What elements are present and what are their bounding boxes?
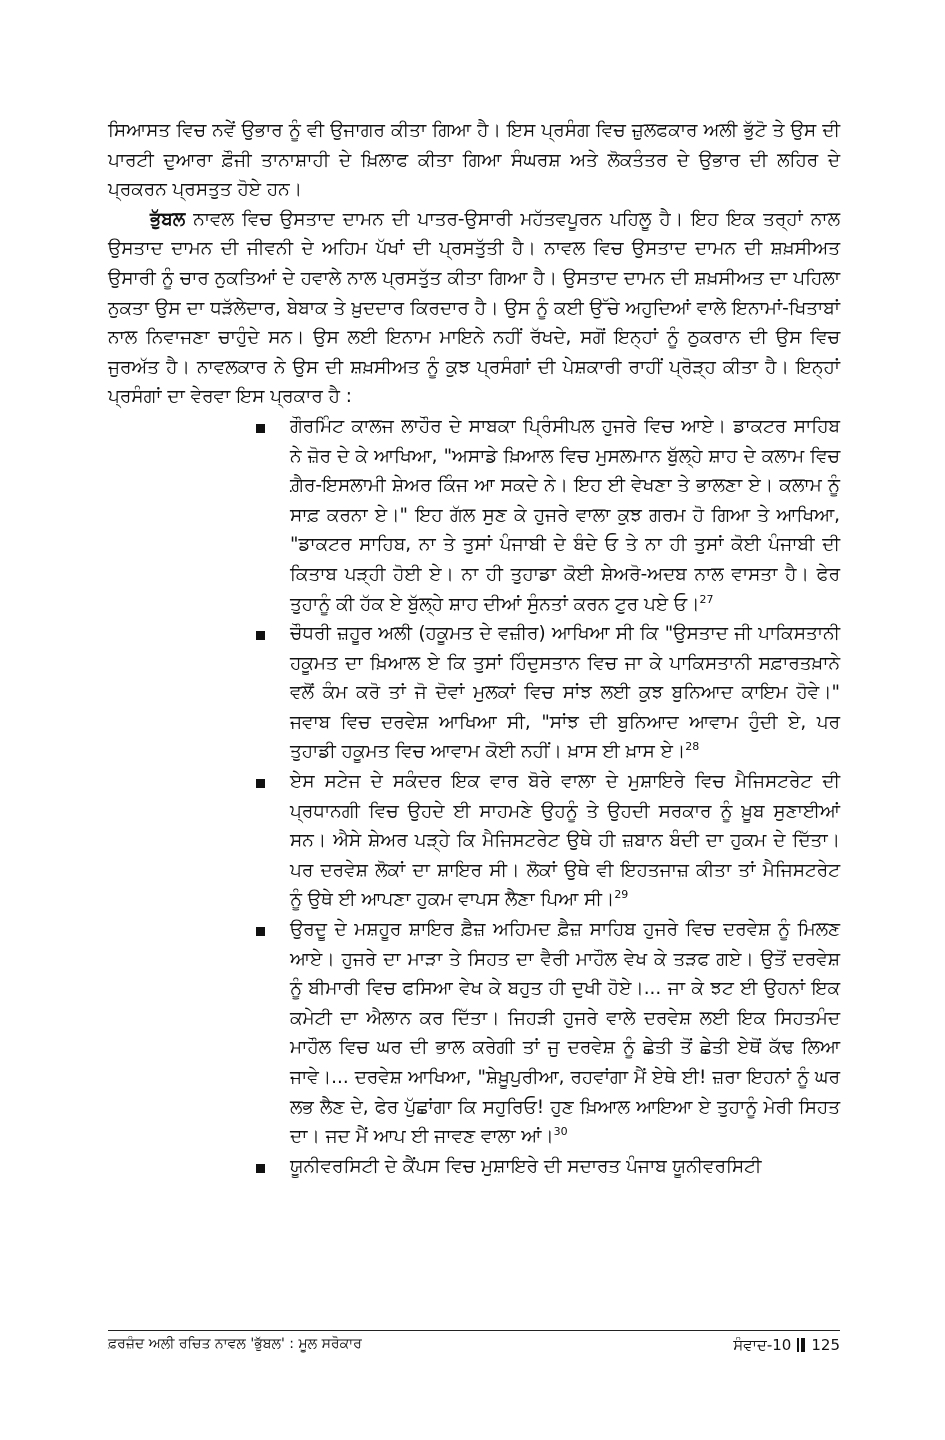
novel-title-bold: ਭੁੱਬਲ [150,208,186,230]
separator-bars-icon [797,1338,805,1352]
journal-name: ਸੰਵਾਦ-10 [733,1336,792,1354]
list-item [256,619,840,767]
page-body [108,116,840,1181]
list-item-text: ਏਸ ਸਟੇਜ ਦੇ ਸਕੰਦਰ ਇਕ ਵਾਰ ਬੋਰੇ ਵਾਲਾ ਦੇ ਮੁਸ਼ਾਇਰੇ ਵਿਚ ਮੈਜਿਸਟਰੇਟ ਦੀ ਪ੍ਰਧਾਨਗੀ ਵਿਚ ਉਹਦੇ ਈ ਸਾਹਮਣੇ ਉਹਨੂੰ ਤੇ ਉਹਦੀ ਸਰਕਾਰ ਨੂੰ ਖ਼ੂਬ ਸੁਣਾਈਆਂ ਸਨ। ਐਸੇ ਸ਼ੇਅਰ ਪੜ੍ਹੇ ਕਿ ਮੈਜਿਸਟਰੇਟ ਉਥੇ ਹੀ ਜ਼ਬਾਨ ਬੰਦੀ ਦਾ ਹੁਕਮ ਦੇ ਦਿੱਤਾ। ਪਰ ਦਰਵੇਸ਼ ਲੋਕਾਂ ਦਾ ਸ਼ਾਇਰ ਸੀ। ਲੋਕਾਂ ਉਥੇ ਵੀ ਇਹਤਜਾਜ਼ ਕੀਤਾ ਤਾਂ ਮੈਜਿਸਟਰੇਟ ਨੂੰ ਉਥੇ ਈ ਆਪਣਾ ਹੁਕਮ ਵਾਪਸ ਲੈਣਾ ਪਿਆ ਸੀ। [290,771,840,911]
list-item-text: ਚੌਧਰੀ ਜ਼ਹੂਰ ਅਲੀ (ਹਕੂਮਤ ਦੇ ਵਜ਼ੀਰ) ਆਖਿਆ ਸੀ ਕਿ "ਉਸਤਾਦ ਜੀ ਪਾਕਿਸਤਾਨੀ ਹਕੂਮਤ ਦਾ ਖ਼ਿਆਲ ਏ ਕਿ ਤੁਸਾਂ ਹਿੰਦੁਸਤਾਨ ਵਿਚ ਜਾ ਕੇ ਪਾਕਿਸਤਾਨੀ ਸਫ਼ਾਰਤਖ਼ਾਨੇ ਵਲੋਂ ਕੰਮ ਕਰੋ ਤਾਂ ਜੋ ਦੋਵਾਂ ਮੁਲਕਾਂ ਵਿਚ ਸਾਂਝ ਲਈ ਕੁਝ ਬੁਨਿਆਦ ਕਾਇਮ ਹੋਵੇ।" ਜਵਾਬ ਵਿਚ ਦਰਵੇਸ਼ ਆਖਿਆ ਸੀ, "ਸਾਂਝ ਦੀ ਬੁਨਿਆਦ ਆਵਾਮ ਹੁੰਦੀ ਏ, ਪਰ ਤੁਹਾਡੀ ਹਕੂਮਤ ਵਿਚ ਆਵਾਮ ਕੋਈ ਨਹੀਂ। ਖ਼ਾਸ ਈ ਖ਼ਾਸ ਏ। [290,623,840,763]
square-bullet-icon [256,1164,265,1173]
footnote-ref: 28 [685,740,700,754]
page-number: 125 [811,1336,840,1354]
square-bullet-icon [256,779,265,788]
footnote-ref: 29 [614,888,629,902]
list-item-text: ਯੂਨੀਵਰਸਿਟੀ ਦੇ ਕੈਂਪਸ ਵਿਚ ਮੁਸ਼ਾਇਰੇ ਦੀ ਸਦਾਰਤ ਪੰਜਾਬ ਯੂਨੀਵਰਸਿਟੀ [290,1155,762,1177]
paragraph-1: ਸਿਆਸਤ ਵਿਚ ਨਵੇਂ ਉਭਾਰ ਨੂੰ ਵੀ ਉਜਾਗਰ ਕੀਤਾ ਗਿਆ ਹੈ। ਇਸ ਪ੍ਰਸੰਗ ਵਿਚ ਜ਼ੁਲਫਕਾਰ ਅਲੀ ਭੁੱਟੋ ਤੇ ਉਸ ਦੀ ਪਾਰਟੀ ਦੁਆਰਾ ਫ਼ੌਜੀ ਤਾਨਾਸ਼ਾਹੀ ਦੇ ਖ਼ਿਲਾਫ ਕੀਤਾ ਗਿਆ ਸੰਘਰਸ਼ ਅਤੇ ਲੋਕਤੰਤਰ ਦੇ ਉਭਾਰ ਦੀ ਲਹਿਰ ਦੇ ਪ੍ਰਕਰਨ ਪ੍ਰਸਤੁਤ ਹੋਏ ਹਨ। [108,120,840,201]
paragraph-2-text: ਨਾਵਲ ਵਿਚ ਉਸਤਾਦ ਦਾਮਨ ਦੀ ਪਾਤਰ-ਉਸਾਰੀ ਮਹੱਤਵਪੂਰਨ ਪਹਿਲੂ ਹੈ। ਇਹ ਇਕ ਤਰ੍ਹਾਂ ਨਾਲ ਉਸਤਾਦ ਦਾਮਨ ਦੀ ਜੀਵਨੀ ਦੇ ਅਹਿਮ ਪੱਖਾਂ ਦੀ ਪ੍ਰਸਤੁੱਤੀ ਹੈ। ਨਾਵਲ ਵਿਚ ਉਸਤਾਦ ਦਾਮਨ ਦੀ ਸ਼ਖ਼ਸੀਅਤ ਉਸਾਰੀ ਨੂੰ ਚਾਰ ਨੁਕਤਿਆਂ ਦੇ ਹਵਾਲੇ ਨਾਲ ਪ੍ਰਸਤੁੱਤ ਕੀਤਾ ਗਿਆ ਹੈ। ਉਸਤਾਦ ਦਾਮਨ ਦੀ ਸ਼ਖ਼ਸੀਅਤ ਦਾ ਪਹਿਲਾ ਨੁਕਤਾ ਉਸ ਦਾ ਧੜੱਲੇਦਾਰ, ਬੇਬਾਕ ਤੇ ਖ਼ੁਦਦਾਰ ਕਿਰਦਾਰ ਹੈ। ਉਸ ਨੂੰ ਕਈ ਉੱਚੇ ਅਹੁਦਿਆਂ ਵਾਲੇ ਇਨਾਮਾਂ-ਖਿਤਾਬਾਂ ਨਾਲ ਨਿਵਾਜਣਾ ਚਾਹੁੰਦੇ ਸਨ। ਉਸ ਲਈ ਇਨਾਮ ਮਾਇਨੇ ਨਹੀਂ ਰੱਖਦੇ, ਸਗੋਂ ਇਨ੍ਹਾਂ ਨੂੰ ਠੁਕਰਾਨ ਦੀ ਉਸ ਵਿਚ ਜੁਰਅੱਤ ਹੈ। ਨਾਵਲਕਾਰ ਨੇ ਉਸ ਦੀ ਸ਼ਖ਼ਸੀਅਤ ਨੂੰ ਕੁਝ ਪ੍ਰਸੰਗਾਂ ਦੀ ਪੇਸ਼ਕਾਰੀ ਰਾਹੀਂ ਪ੍ਰੋੜ੍ਹ ਕੀਤਾ ਹੈ। ਇਨ੍ਹਾਂ ਪ੍ਰਸੰਗਾਂ ਦਾ ਵੇਰਵਾ ਇਸ ਪ੍ਰਕਾਰ ਹੈ : [108,208,840,408]
footnote-ref: 27 [699,592,714,606]
footer-divider [108,1330,840,1331]
list-item [256,767,840,915]
list-item-text: ਗੌਰਮਿੰਟ ਕਾਲਜ ਲਾਹੌਰ ਦੇ ਸਾਬਕਾ ਪ੍ਰਿੰਸੀਪਲ ਹੁਜਰੇ ਵਿਚ ਆਏ। ਡਾਕਟਰ ਸਾਹਿਬ ਨੇ ਜ਼ੋਰ ਦੇ ਕੇ ਆਖਿਆ, "ਅਸਾਡੇ ਖ਼ਿਆਲ ਵਿਚ ਮੁਸਲਮਾਨ ਬੁੱਲ੍ਹੇ ਸ਼ਾਹ ਦੇ ਕਲਾਮ ਵਿਚ ਗ਼ੈਰ-ਇਸਲਾਮੀ ਸ਼ੇਅਰ ਕਿੰਜ ਆ ਸਕਦੇ ਨੇ। ਇਹ ਈ ਵੇਖਣਾ ਤੇ ਭਾਲਣਾ ਏ। ਕਲਾਮ ਨੂੰ ਸਾਫ਼ ਕਰਨਾ ਏ।" ਇਹ ਗੱਲ ਸੁਣ ਕੇ ਹੁਜਰੇ ਵਾਲਾ ਕੁਝ ਗਰਮ ਹੋ ਗਿਆ ਤੇ ਆਖਿਆ, "ਡਾਕਟਰ ਸਾਹਿਬ, ਨਾ ਤੇ ਤੁਸਾਂ ਪੰਜਾਬੀ ਦੇ ਬੰਦੇ ਓ ਤੇ ਨਾ ਹੀ ਤੁਸਾਂ ਕੋਈ ਪੰਜਾਬੀ ਦੀ ਕਿਤਾਬ ਪੜ੍ਹੀ ਹੋਈ ਏ। ਨਾ ਹੀ ਤੁਹਾਡਾ ਕੋਈ ਸ਼ੇਅਰੋ-ਅਦਬ ਨਾਲ ਵਾਸਤਾ ਹੈ। ਫੇਰ ਤੁਹਾਨੂੰ ਕੀ ਹੱਕ ਏ ਬੁੱਲ੍ਹੇ ਸ਼ਾਹ ਦੀਆਂ ਸੁੰਨਤਾਂ ਕਰਨ ਟੁਰ ਪਏ ਓ। [290,415,840,615]
list-item [256,915,840,1152]
footnote-ref: 30 [553,1125,568,1139]
list-item [256,412,840,619]
bullet-list [108,412,840,1181]
square-bullet-icon [256,424,265,433]
square-bullet-icon [256,927,265,936]
paragraph-2 [108,205,840,412]
list-item [256,1152,840,1182]
list-item-text: ਉਰਦੂ ਦੇ ਮਸ਼ਹੂਰ ਸ਼ਾਇਰ ਫ਼ੈਜ਼ ਅਹਿਮਦ ਫ਼ੈਜ਼ ਸਾਹਿਬ ਹੁਜਰੇ ਵਿਚ ਦਰਵੇਸ਼ ਨੂੰ ਮਿਲਣ ਆਏ। ਹੁਜਰੇ ਦਾ ਮਾੜਾ ਤੇ ਸਿਹਤ ਦਾ ਵੈਰੀ ਮਾਹੌਲ ਵੇਖ ਕੇ ਤੜਫ ਗਏ। ਉਤੋਂ ਦਰਵੇਸ਼ ਨੂੰ ਬੀਮਾਰੀ ਵਿਚ ਫਸਿਆ ਵੇਖ ਕੇ ਬਹੁਤ ਹੀ ਦੁਖੀ ਹੋਏ।... ਜਾ ਕੇ ਝਟ ਈ ਉਹਨਾਂ ਇਕ ਕਮੇਟੀ ਦਾ ਐਲਾਨ ਕਰ ਦਿੱਤਾ। ਜਿਹੜੀ ਹੁਜਰੇ ਵਾਲੇ ਦਰਵੇਸ਼ ਲਈ ਇਕ ਸਿਹਤਮੰਦ ਮਾਹੌਲ ਵਿਚ ਘਰ ਦੀ ਭਾਲ ਕਰੇਗੀ ਤਾਂ ਜੁ ਦਰਵੇਸ਼ ਨੂੰ ਛੇਤੀ ਤੋਂ ਛੇਤੀ ਏਥੋਂ ਕੱਢ ਲਿਆ ਜਾਵੇ।... ਦਰਵੇਸ਼ ਆਖਿਆ, "ਸ਼ੇਖ਼ੂਪੁਰੀਆ, ਰਹਵਾਂਗਾ ਮੈਂ ਏਥੇ ਈ! ਜ਼ਰਾ ਇਹਨਾਂ ਨੂੰ ਘਰ ਲਭ ਲੈਣ ਦੇ, ਫੇਰ ਪੁੱਛਾਂਗਾ ਕਿ ਸਹੁਰਿਓ! ਹੁਣ ਖ਼ਿਆਲ ਆਇਆ ਏ ਤੁਹਾਨੂੰ ਮੇਰੀ ਸਿਹਤ ਦਾ। ਜਦ ਮੈਂ ਆਪ ਈ ਜਾਵਣ ਵਾਲਾ ਆਂ। [290,919,840,1148]
square-bullet-icon [256,631,265,640]
running-footer-title: ਫ਼ਰਜ਼ੰਦ ਅਲੀ ਰਚਿਤ ਨਾਵਲ 'ਭੁੱਬਲ' : ਮੂਲ ਸਰੋਕਾਰ [108,1336,362,1352]
footer-page-info [733,1336,840,1354]
